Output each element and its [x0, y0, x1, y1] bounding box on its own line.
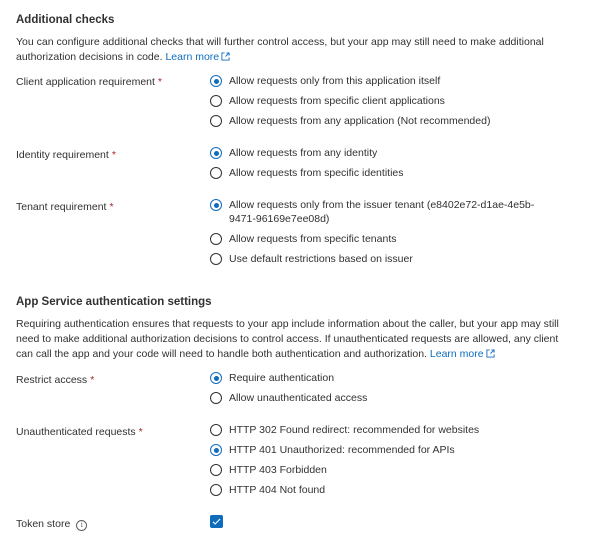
radio-checked-icon[interactable]: [210, 444, 222, 456]
identity-label-text: Identity requirement: [16, 149, 109, 161]
radio-unchecked-icon[interactable]: [210, 253, 222, 265]
restrict-access-label: [16, 374, 94, 386]
learn-more-text: Learn more: [429, 348, 484, 360]
radio-label: Allow unauthenticated access: [229, 392, 368, 404]
radio-label: Allow requests from specific tenants: [229, 233, 397, 245]
radio-label: HTTP 302 Found redirect: recommended for websites: [229, 424, 480, 436]
radio-client-app-any-application[interactable]: [210, 115, 490, 128]
learn-more-text: Learn more: [165, 51, 220, 63]
client-app-requirement-label: [16, 76, 162, 88]
unauthenticated-requests-label-text: Unauthenticated requests: [16, 426, 136, 438]
identity-requirement-label: [16, 149, 116, 161]
radio-label: Allow requests from specific client applications: [229, 95, 445, 107]
required-marker: *: [90, 374, 95, 386]
additional-checks-title: Additional checks: [16, 14, 115, 26]
external-link-icon: [221, 52, 230, 61]
radio-unchecked-icon[interactable]: [210, 424, 222, 436]
checkmark-icon: [212, 517, 221, 526]
radio-identity-any[interactable]: [210, 147, 377, 160]
radio-unchecked-icon[interactable]: [210, 115, 222, 127]
radio-label: Use default restrictions based on issuer: [229, 253, 413, 265]
radio-require-authentication[interactable]: [210, 372, 334, 385]
radio-client-app-specific-clients[interactable]: [210, 95, 445, 108]
auth-settings-title: App Service authentication settings: [16, 296, 212, 308]
radio-http-403[interactable]: [210, 464, 327, 477]
auth-settings-description: [16, 317, 576, 362]
radio-tenant-default[interactable]: [210, 253, 413, 266]
auth-settings-description-text: Requiring authentication ensures that requests to your app include information about the caller, but your app may still need to make additional authorization decisions to control access. If unauthenticated requests are allowed, any client can call the app and your code will need to handle both authentication and authorization.: [16, 318, 559, 360]
required-marker: *: [109, 201, 114, 213]
unauthenticated-requests-label: [16, 426, 143, 438]
radio-unchecked-icon[interactable]: [210, 167, 222, 179]
radio-label: Allow requests only from the issuer tenant (e8402e72-d1ae-4e5b-9471-96169e7ee08d): [229, 199, 535, 225]
radio-tenant-specific[interactable]: [210, 233, 397, 246]
additional-checks-learn-more-link[interactable]: [165, 51, 230, 63]
additional-checks-description-text: You can configure additional checks that will further control access, but your app may still need to make additional authorization decisions in code.: [16, 36, 544, 63]
radio-label: Allow requests from specific identities: [229, 167, 404, 179]
info-icon[interactable]: i: [76, 520, 87, 531]
external-link-icon: [486, 349, 495, 358]
tenant-requirement-label: [16, 201, 114, 213]
radio-checked-icon[interactable]: [210, 147, 222, 159]
client-app-label-text: Client application requirement: [16, 76, 155, 88]
radio-http-404[interactable]: [210, 484, 325, 497]
radio-label: Require authentication: [229, 372, 335, 384]
radio-http-302[interactable]: [210, 424, 479, 437]
radio-label: HTTP 401 Unauthorized: recommended for APIs: [229, 444, 455, 456]
token-store-label-text: Token store: [16, 518, 71, 530]
radio-unchecked-icon[interactable]: [210, 484, 222, 496]
radio-client-app-this-application[interactable]: [210, 75, 440, 88]
auth-settings-learn-more-link[interactable]: [430, 348, 495, 360]
radio-label: HTTP 403 Forbidden: [229, 464, 327, 476]
token-store-label: [16, 518, 87, 531]
radio-label: Allow requests from any identity: [229, 147, 378, 159]
additional-checks-description: [16, 35, 576, 65]
required-marker: *: [138, 426, 143, 438]
radio-unchecked-icon[interactable]: [210, 392, 222, 404]
required-marker: *: [111, 149, 116, 161]
radio-label: Allow requests from any application (Not recommended): [229, 115, 491, 127]
radio-tenant-issuer[interactable]: [210, 199, 560, 226]
radio-label: Allow requests only from this application itself: [229, 75, 441, 87]
token-store-checkbox[interactable]: [210, 515, 223, 528]
radio-checked-icon[interactable]: [210, 75, 222, 87]
radio-checked-icon[interactable]: [210, 199, 222, 211]
tenant-label-text: Tenant requirement: [16, 201, 107, 213]
restrict-access-label-text: Restrict access: [16, 374, 88, 386]
radio-unchecked-icon[interactable]: [210, 233, 222, 245]
radio-identity-specific[interactable]: [210, 167, 404, 180]
radio-allow-unauthenticated[interactable]: [210, 392, 367, 405]
radio-checked-icon[interactable]: [210, 372, 222, 384]
required-marker: *: [157, 76, 163, 88]
radio-unchecked-icon[interactable]: [210, 95, 222, 107]
radio-http-401[interactable]: [210, 444, 455, 457]
radio-label: HTTP 404 Not found: [229, 484, 326, 496]
radio-unchecked-icon[interactable]: [210, 464, 222, 476]
